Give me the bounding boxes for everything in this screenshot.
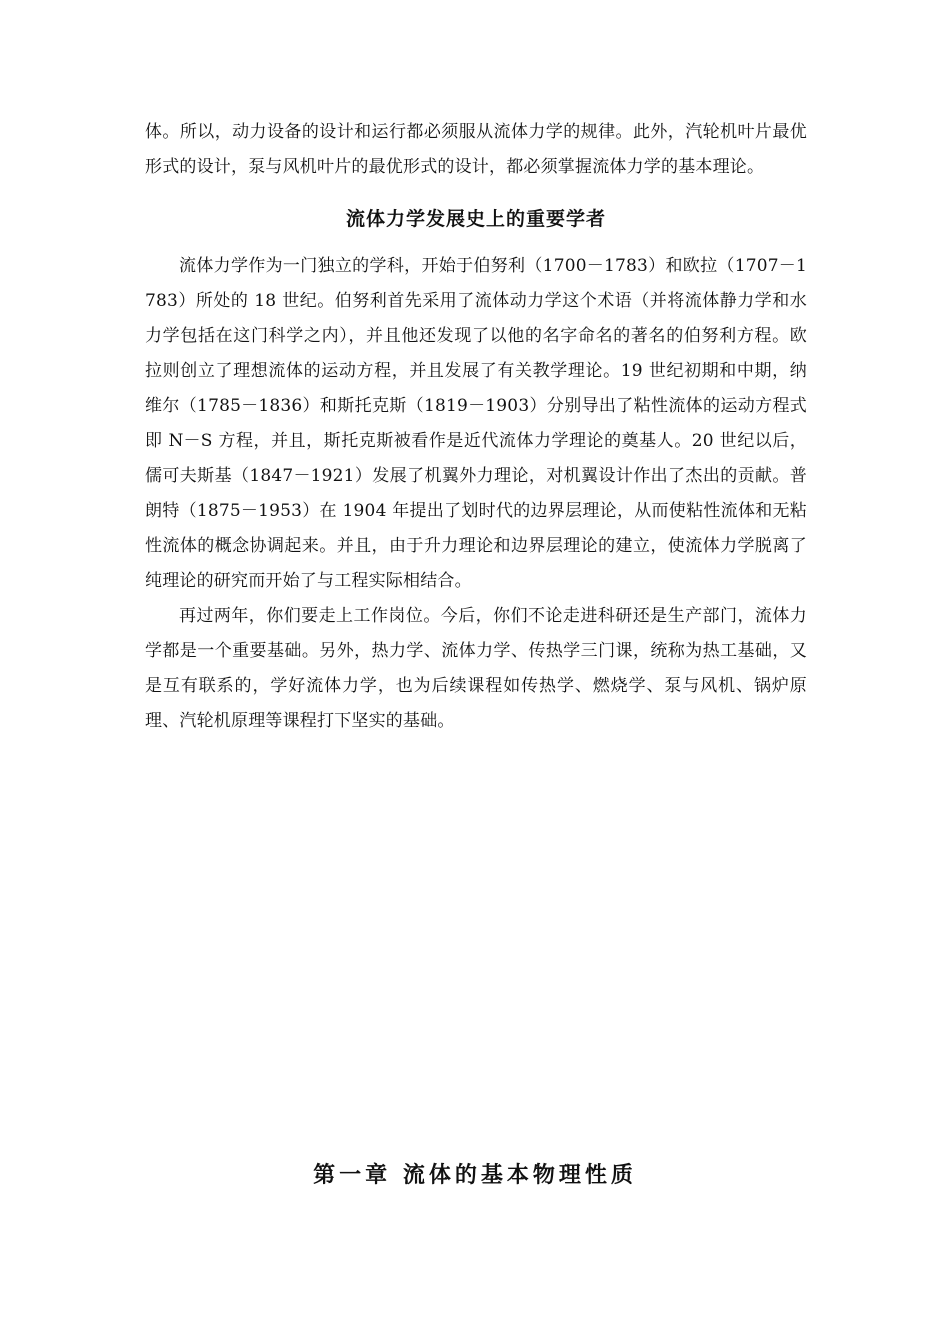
closing-paragraph: 再过两年，你们要走上工作岗位。今后，你们不论走进科研还是生产部门，流体力学都是一个重要基础。另外，热力学、流体力学、传热学三门课，统称为热工基础，又是互有联系的，学好流体力学，也为后续课程如传热学、燃烧学、泵与风机、锅炉原理、汽轮机原理等课程打下坚实的基础。	[145, 606, 807, 731]
document-body	[145, 115, 807, 739]
history-paragraph: 流体力学作为一门独立的学科，开始于伯努利（1700－1783）和欧拉（1707－1783）所处的 18 世纪。伯努利首先采用了流体动力学这个术语（并将流体静力学和水力学包括在这门科学之内），并且他还发现了以他的名字命名的著名的伯努利方程。欧拉则创立了理想流体的运动方程，并且发展了有关教学理论。19 世纪初期和中期，纳维尔（1785－1836）和斯托克斯（1819－1903）分别导出了粘性流体的运动方程式即 N－S 方程，并且，斯托克斯被看作是近代流体力学理论的奠基人。20 世纪以后，儒可夫斯基（1847－1921）发展了机翼外力理论，对机翼设计作出了杰出的贡献。普朗特（1875－1953）在 1904 年提出了划时代的边界层理论，从而使粘性流体和无粘性流体的概念协调起来。并且，由于升力理论和边界层理论的建立，使流体力学脱离了纯理论的研究而开始了与工程实际相结合。	[145, 256, 807, 591]
chapter-title: 第一章 流体的基本物理性质	[313, 1163, 637, 1188]
intro-paragraph: 体。所以，动力设备的设计和运行都必须服从流体力学的规律。此外，汽轮机叶片最优形式的设计，泵与风机叶片的最优形式的设计，都必须掌握流体力学的基本理论。	[145, 122, 807, 177]
section-title: 流体力学发展史上的重要学者	[345, 208, 606, 230]
